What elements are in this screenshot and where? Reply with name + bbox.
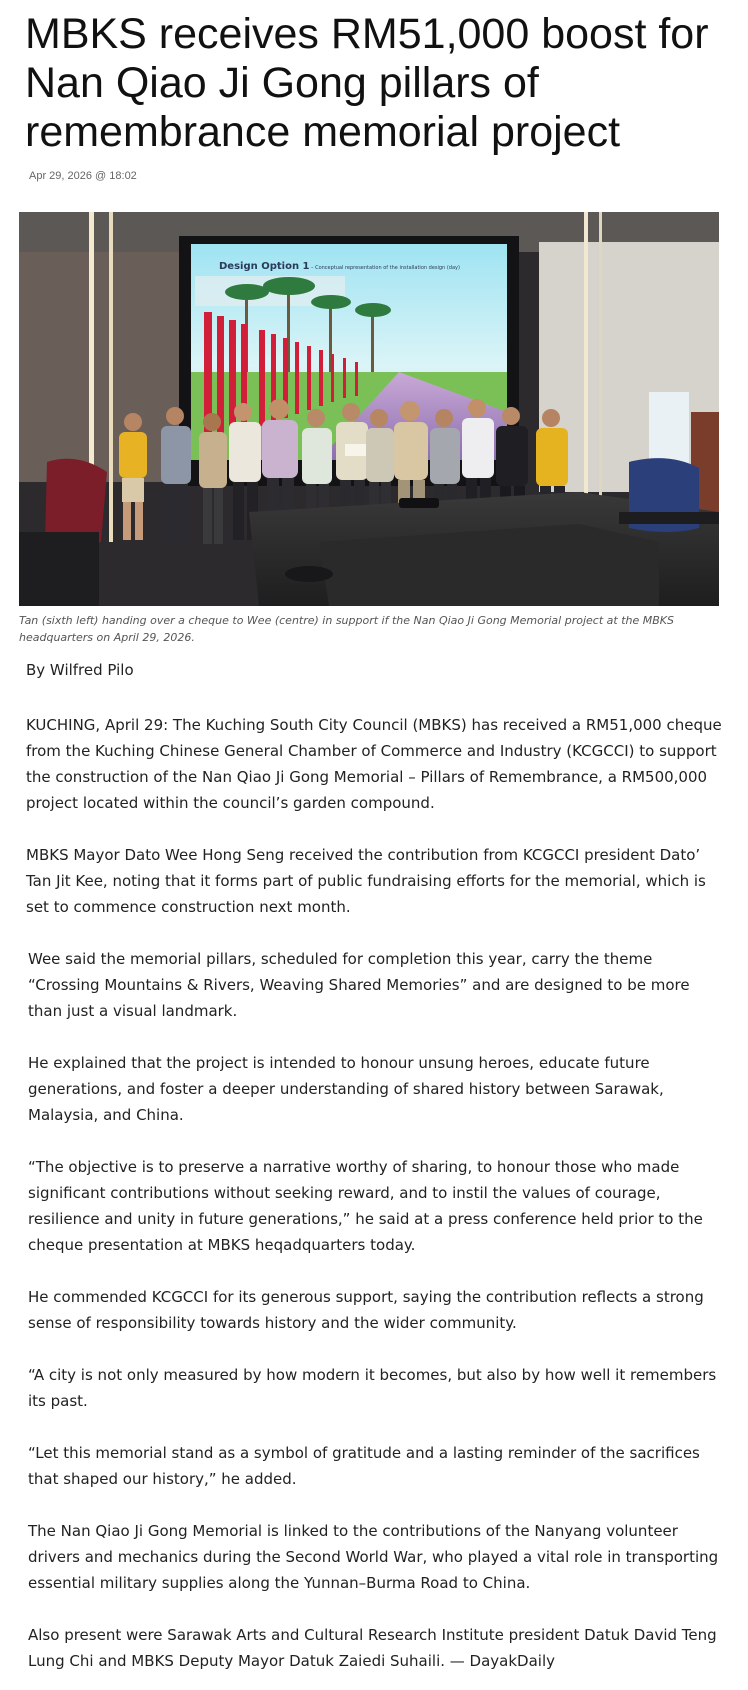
article-paragraph: “Let this memorial stand as a symbol of gratitude and a lasting reminder of the sacrifices that shaped our history,” he added.: [28, 1444, 700, 1488]
article-headline: MBKS receives RM51,000 boost for Nan Qiao Ji Gong pillars of remembrance memorial project: [25, 10, 709, 156]
article-paragraph: MBKS Mayor Dato Wee Hong Seng received the contribution from KCGCCI president Dato’ Tan Jit Kee, noting that it forms part of public fundraising efforts for the memorial, which is set to commence construction next month.: [26, 846, 706, 916]
article-date: Apr 29, 2026 @ 18:02: [29, 170, 137, 182]
article-byline: By Wilfred Pilo: [26, 661, 134, 679]
screen-subtitle: – Conceptual representation of the installation design (day): [311, 265, 460, 271]
article-paragraph: The Nan Qiao Ji Gong Memorial is linked to the contributions of the Nanyang volunteer drivers and mechanics during the Second World War, who played a vital role in transporting essential military supplies along the Yunnan–Burma Road to China.: [28, 1522, 719, 1592]
article-photo: [19, 212, 719, 606]
article-paragraph: He commended KCGCCI for its generous support, saying the contribution reflects a strong sense of responsibility towards history and the wider community.: [28, 1288, 704, 1332]
article-paragraph: He explained that the project is intended to honour unsung heroes, educate future generations, and foster a deeper understanding of shared history between Sarawak, Malaysia, and China.: [28, 1054, 664, 1124]
screen-title: Design Option 1: [219, 261, 310, 272]
article-paragraph: “The objective is to preserve a narrative worthy of sharing, to honour those who made significant contributions without seeking reward, and to instil the values of courage, resilience and unity in future generations,” he said at a press conference held prior to the cheque presentation at MBKS heqadquarters today.: [28, 1158, 703, 1254]
article-paragraph: “A city is not only measured by how modern it becomes, but also by how well it remembers its past.: [28, 1366, 717, 1410]
article-paragraph: Wee said the memorial pillars, scheduled for completion this year, carry the theme “Crossing Mountains & Rivers, Weaving Shared Memories” and are designed to be more than just a visual landmark.: [28, 950, 690, 1020]
article-paragraph: Also present were Sarawak Arts and Cultural Research Institute president Datuk David Teng Lung Chi and MBKS Deputy Mayor Datuk Zaiedi Suhaili. — DayakDaily: [28, 1626, 717, 1670]
photo-caption: Tan (sixth left) handing over a cheque to Wee (centre) in support if the Nan Qiao Ji Gong Memorial project at the MBKS headquarters on April 29, 2026.: [19, 614, 674, 644]
article-paragraph: KUCHING, April 29: The Kuching South City Council (MBKS) has received a RM51,000 cheque from the Kuching Chinese General Chamber of Commerce and Industry (KCGCCI) to support the construction of the Nan Qiao Ji Gong Memorial – Pillars of Remembrance, a RM500,000 project located within the council’s garden compound.: [26, 716, 722, 812]
